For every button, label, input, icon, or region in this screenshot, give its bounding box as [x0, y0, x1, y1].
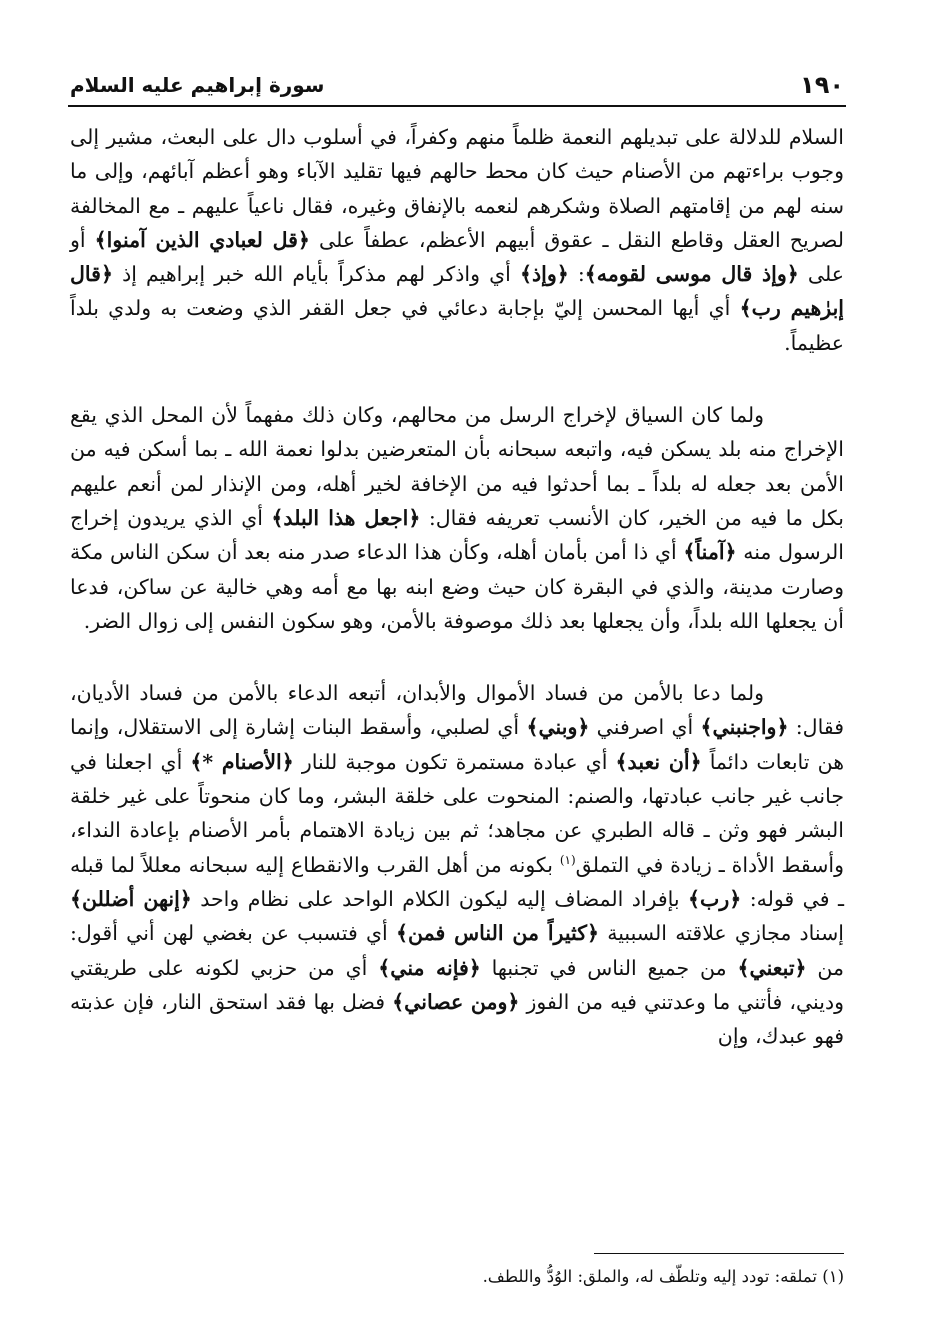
text-segment: أي أيها المحسن إليّ بإجابة دعائي في جعل القفر الذي وضعت به ولدي بلداً عظيماً.: [70, 296, 844, 355]
quran-quote: ﴿كثيراً من الناس فمن﴾: [395, 921, 599, 946]
text-segment: أي الذي يريدون إخراج الرسول منه: [70, 505, 844, 565]
text-segment: من جميع الناس في تجنبها: [480, 955, 738, 980]
text-segment: بإفراد المضاف إليه ليكون الكلام الواحد على نظام واحد: [191, 886, 689, 911]
text-segment: أي عبادة مستمرة تكون موجبة للنار: [293, 749, 616, 774]
text-segment: فضل بها فقد استحق النار، فإن عذبته فهو عبدك، وإن: [70, 989, 844, 1049]
page-header: [70, 68, 844, 102]
quran-quote: ﴿واجنبني﴾: [700, 715, 789, 740]
quran-quote: ﴿الأصنام *﴾: [190, 749, 294, 774]
header-divider: [68, 105, 846, 107]
quran-quote: ﴿آمناً﴾: [683, 540, 737, 565]
text-segment: إسناد مجازي علاقته السببية: [598, 921, 844, 946]
text-segment: أي من حزبي لكونه على طريقتي وديني، فأتني ما وعدتني فيه من الفوز: [70, 955, 844, 1014]
text-segment: أي اصرفني: [589, 715, 701, 740]
text-segment: أي ذا أمن بأمان أهله، وكأن هذا الدعاء صدر منه بعد أن سكن الناس مكة وصارت مدينة، والذي في البقرة كان حيث وضع ابنه بها مع أمه وهي خالية عن ساكن، فدعا أن يجعلها الله بلداً، وأن يجعلها بعد ذلك موصوفة بالأمن، وهو سكون النفس إلى زوال الضر.: [70, 540, 844, 633]
quran-quote: ﴿ومن عصاني﴾: [392, 989, 520, 1014]
quran-quote: ﴿وبني﴾: [526, 715, 590, 740]
text-segment: السلام للدلالة على تبديلهم النعمة ظلماً منهم وكفراً، في أسلوب دال على البعث، مشير إلى وجوب براءتهم من الأصنام حيث كان محط حالهم فيها تقليد الآباء وهو أعظم آبائهم، وإلى ما سنه لهم من إقامتهم الصلاة وشكرهم لنعمه بالإنفاق وغيره، فقال ناعياً عليهم ـ مع المخالفة لصريح العقل وقاطع النقل ـ عقوق أبيهم الأعظم، عطفاً على: [70, 125, 844, 252]
body-text: [70, 120, 844, 1053]
text-segment: ولما دعا بالأمن من فساد الأموال والأبدان، أتبعه الدعاء بالأمن من فساد الأديان، فقال:: [70, 681, 844, 740]
footnote-divider: [594, 1253, 844, 1254]
quran-quote: ﴿وإذ﴾: [520, 262, 569, 287]
quran-quote: ﴿تبعني﴾: [737, 955, 807, 980]
footnote-reference: (١): [559, 852, 576, 867]
footnote: (١) تملقه: تودد إليه وتلطّف له، والملق: الوُدُّ واللطف.: [482, 1267, 844, 1286]
quran-quote: ﴿أن نعبد﴾: [615, 749, 702, 774]
text-segment: أو على: [70, 227, 844, 287]
quran-quote: ﴿وإذ قال موسى لقومه﴾: [584, 262, 799, 287]
text-segment: بكونه من أهل القرب والانقطاع إليه سبحانه معللاً لما قبله ـ في قوله:: [70, 852, 844, 911]
running-title: سورة إبراهيم عليه السلام: [70, 73, 325, 97]
quran-quote: ﴿فإنه مني﴾: [378, 955, 481, 980]
quran-quote: ﴿قل لعبادي الذين آمنوا﴾: [94, 227, 310, 252]
text-segment: أي اجعلنا في جانب غير جانب عبادتها، والصنم: المنحوت على خلقة البشر، وما كان منحوتاً على غير خلقة البشر فهو وثن ـ قاله الطبري عن مجاهد؛ ثم بين زيادة الاهتمام بأمر الأصنام بإعادة النداء، وأسقط الأداة ـ زيادة في التملق: [70, 749, 844, 877]
text-segment: أي لصلبي، وأسقط البنات إشارة إلى الاستقلال، وإنما هن تابعات دائماً: [70, 715, 845, 774]
quran-quote: ﴿اجعل هذا البلد﴾: [271, 505, 421, 530]
paragraph-3: [70, 676, 844, 1053]
text-segment: أي فتسبب عن بغضي لهن أني أقول: من: [70, 921, 844, 980]
paragraph-2: [70, 398, 844, 638]
page-number: ١٩٠: [800, 71, 844, 99]
text-segment: ولما كان السياق لإخراج الرسل من محالهم، وكان ذلك مفهماً لأن المحل الذي يقع الإخراج منه بلد يسكن فيه، واتبعه سبحانه بأن المتعرضين بدلوا نعمة الله ـ بما أسكن فيه من الأمن بعد جعله له بلداً ـ بما أحدثوا فيه من الإخافة لخير أهله، ومن الإنذار لمن أنعم عليهم بكل ما فيه من الخير، كان الأنسب تعريفه فقال:: [70, 403, 844, 530]
quran-quote: ﴿قال إبرٰهيم رب﴾: [70, 262, 844, 321]
quran-quote: ﴿رب﴾: [688, 886, 742, 911]
paragraph-1: [70, 120, 844, 360]
text-segment: أي واذكر لهم مذكراً بأيام الله خبر إبراهيم إذ: [112, 262, 520, 287]
quran-quote: ﴿إنهن أضللن﴾: [70, 886, 192, 911]
text-segment: :: [568, 262, 585, 287]
